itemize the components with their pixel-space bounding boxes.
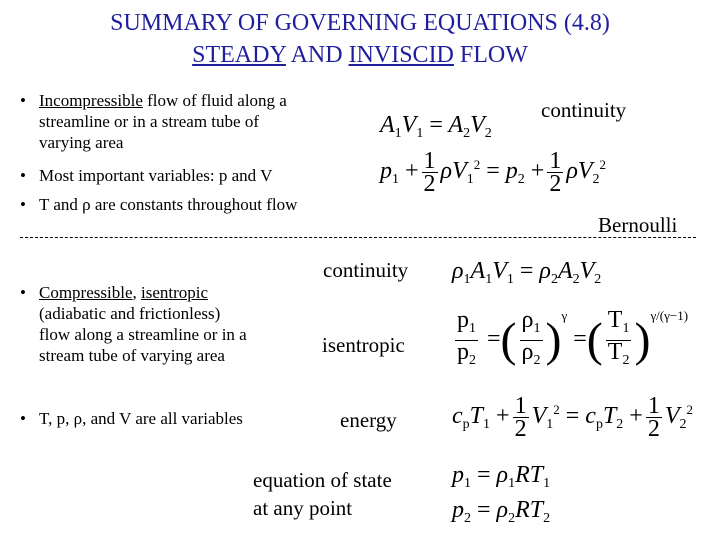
bullet-text: , — [132, 283, 141, 302]
label-bernoulli: Bernoulli — [598, 213, 678, 237]
label-isentropic: isentropic — [322, 333, 405, 357]
title-flow: FLOW — [453, 42, 528, 68]
title-line-1: SUMMARY OF GOVERNING EQUATIONS (4.8) — [110, 10, 610, 36]
bullet-text: T and ρ are constants throughout flow — [39, 195, 298, 214]
equation-isentropic: $\frac{p_1}{p_2}$ =( $\frac{\rho_1}{\rho_2}$ )$^\gamma$ =( $\frac{T_1}{T_2}$ )$^{\gamma/(\gamma-1)}$ — [457, 306, 689, 368]
equation-bernoulli: $p_1$ + $\frac{1}{2}$ $\rho V_1^2 = p_2$ + $\frac{1}{2}$ $\rho V_2^2$ — [380, 148, 607, 197]
title-and: AND — [285, 42, 349, 68]
compressible-term: Compressible — [39, 283, 133, 302]
bullet-all-variables — [20, 408, 320, 430]
label-equation-of-state — [253, 466, 392, 522]
bullet-text: varying area — [39, 133, 124, 152]
bullet-text: flow along a streamline or in a — [39, 325, 247, 344]
label-continuity-compressible: continuity — [323, 258, 409, 282]
page-title — [0, 8, 720, 38]
label-state-line-1: equation of state — [253, 468, 392, 492]
bullet-text: T, p, ρ, and V are all variables — [39, 409, 243, 428]
bullet-important-variables — [20, 165, 360, 187]
bullet-text: flow of fluid along a — [142, 91, 287, 110]
bullet-dot: • — [20, 409, 26, 428]
label-continuity-incompressible: continuity — [541, 98, 627, 122]
bullet-dot: • — [20, 166, 26, 185]
bullet-text: stream tube of varying area — [39, 346, 225, 365]
bullet-incompressible — [20, 90, 360, 160]
page-subtitle — [0, 40, 720, 70]
equation-state-2: $p_2 = \rho_2RT_2$ — [452, 497, 551, 526]
label-energy: energy — [340, 408, 397, 432]
bullet-constants — [20, 194, 360, 216]
equation-continuity-compressible: $\rho_1A_1V_1 = \rho_2A_2V_2$ — [452, 258, 602, 287]
section-divider — [20, 237, 696, 238]
equation-continuity-incompressible: $A_1V_1 = A_2V_2$ — [380, 112, 492, 141]
title-inviscid: INVISCID — [348, 42, 454, 68]
bullet-text: Most important variables: p and V — [39, 166, 273, 185]
equation-state-1: $p_1 = \rho_1RT_1$ — [452, 462, 551, 491]
bullet-text: (adiabatic and frictionless) — [39, 304, 221, 323]
label-state-line-2: at any point — [253, 496, 353, 520]
bullet-compressible — [20, 282, 310, 372]
title-steady: STEADY — [192, 42, 286, 68]
incompressible-term: Incompressible — [39, 91, 143, 110]
bullet-dot: • — [20, 283, 26, 302]
bullet-text: streamline or in a stream tube of — [39, 112, 259, 131]
bullet-dot: • — [20, 195, 26, 214]
isentropic-term: isentropic — [141, 283, 209, 302]
bullet-dot: • — [20, 91, 26, 110]
equation-energy: $c_pT_1$ + $\frac{1}{2}$ $V_1^2 = c_pT_2$ + $\frac{1}{2}$ $V_2^2$ — [452, 393, 694, 442]
